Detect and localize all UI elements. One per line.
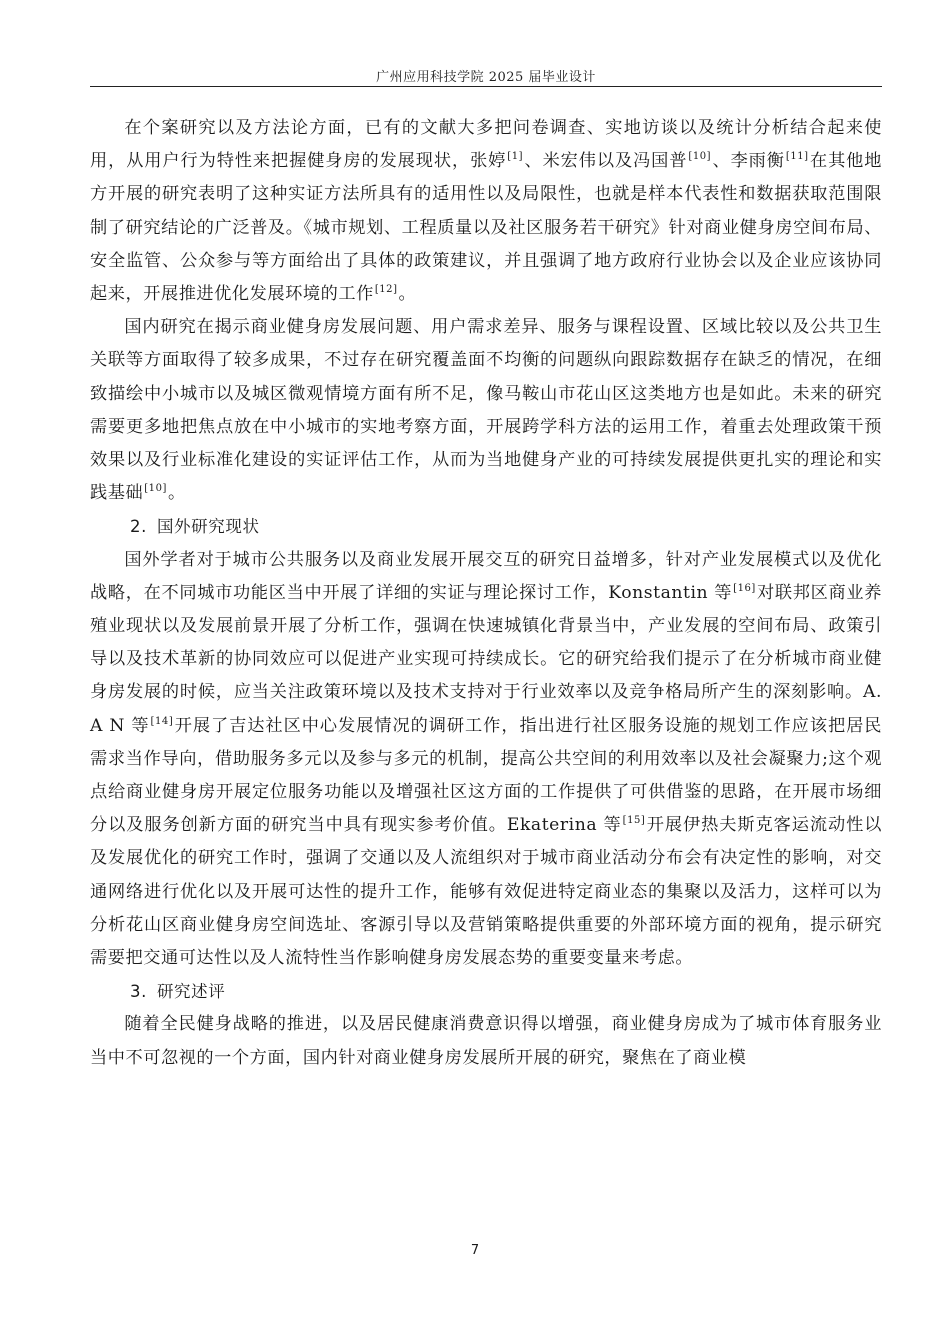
paragraph-text: 开展了吉达社区中心发展情况的调研工作，指出进行社区服务设施的规划工作应该把居民需求当作导向，借助服务多元以及参与多元的机制，提高公共空间的利用效率以及社会凝聚力;这个观点给商业健身房开展定位服务功能以及增强社区这方面的工作提供了可供借鉴的思路，在开展市场细分以及服务创新方面的研究当中具有现实参考价值。Ekaterina 等 <box>90 715 882 836</box>
section-number: 2. <box>130 517 147 537</box>
paragraph-foreign-research <box>90 544 882 976</box>
citation-ref: [1] <box>507 151 524 163</box>
paragraph-text: 对联邦区商业养殖业现状以及发展前景开展了分析工作，强调在快速城镇化背景当中，产业发展的空间布局、政策引导以及技术革新的协同效应可以促进产业实现可持续成长。它的研究给我们提示了在分析城市商业健身房发展的时候，应当关注政策环境以及技术支持对于行业效率以及竞争格局所产生的深刻影响。A. A N 等 <box>90 582 882 736</box>
paragraph-text: 、李雨衡 <box>712 151 785 172</box>
paragraph-text: 在其他地方开展的研究表明了这种实证方法所具有的适用性以及局限性，也就是样本代表性和数据获取范围限制了研究结论的广泛普及。《城市规划、工程质量以及社区服务若干研究》针对商业健身房空间布局、安全监管、公众参与等方面给出了具体的政策建议，并且强调了地方政府行业协会以及企业应该协同起来，开展推进优化发展环境的工作 <box>90 151 883 305</box>
paragraph-research-review <box>90 1008 882 1074</box>
paragraph-text: 。 <box>167 483 186 504</box>
citation-ref: [11] <box>785 151 809 163</box>
page-number: 7 <box>470 1243 480 1258</box>
paragraph-text: 国外学者对于城市公共服务以及商业发展开展交互的研究日益增多，针对产业发展模式以及优化战略，在不同城市功能区当中开展了详细的实证与理论探讨工作，Konstantin 等 <box>90 549 882 603</box>
citation-ref: [14] <box>150 715 174 727</box>
paragraph-text: 、米宏伟以及冯国普 <box>524 151 688 172</box>
citation-ref: [16] <box>733 582 756 594</box>
section-title: 研究述评 <box>156 982 226 1002</box>
paragraph-text: 国内研究在揭示商业健身房发展问题、用户需求差异、服务与课程设置、区域比较以及公共卫生关联等方面取得了较多成果，不过存在研究覆盖面不均衡的问题纵向跟踪数据存在缺乏的情况，在细致描绘中小城市以及城区微观情境方面有所不足，像马鞍山市花山区这类地方也是如此。未来的研究需要更多地把焦点放在中小城市的实地考察方面，开展跨学科方法的运用工作，着重去处理政策干预效果以及行业标准化建设的实证评估工作，从而为当地健身产业的可持续发展提供更扎实的理论和实践基础 <box>90 317 882 504</box>
citation-ref: [12] <box>374 284 398 296</box>
page-body <box>90 112 882 1075</box>
section-heading-research-review <box>90 975 882 1008</box>
section-heading-foreign-research <box>90 510 882 543</box>
section-number: 3. <box>130 982 147 1002</box>
citation-ref: [10] <box>144 483 167 495</box>
citation-ref: [10] <box>688 151 712 163</box>
paragraph-domestic-summary <box>90 311 882 510</box>
paragraph-text: 。 <box>398 284 417 305</box>
paragraph-case-study-methods <box>90 112 882 311</box>
citation-ref: [15] <box>622 815 646 827</box>
header-divider <box>90 86 882 87</box>
section-title: 国外研究现状 <box>156 517 260 537</box>
paragraph-text: 随着全民健身战略的推进，以及居民健康消费意识得以增强，商业健身房成为了城市体育服务业当中不可忽视的一个方面，国内针对商业健身房发展所开展的研究，聚焦在了商业模 <box>90 1014 882 1068</box>
paragraph-text: 在个案研究以及方法论方面，已有的文献大多把问卷调查、实地访谈以及统计分析结合起来使用，从用户行为特性来把握健身房的发展现状，张婷 <box>90 118 882 172</box>
page-header: 广州应用科技学院 2025 届毕业设计 <box>376 70 596 85</box>
paragraph-text: 开展伊热夫斯克客运流动性以及发展优化的研究工作时，强调了交通以及人流组织对于城市商业活动分布会有决定性的影响，对交通网络进行优化以及开展可达性的提升工作，能够有效促进特定商业态的集聚以及活力，这样可以为分析花山区商业健身房空间选址、客源引导以及营销策略提供重要的外部环境方面的视角，提示研究需要把交通可达性以及人流特性当作影响健身房发展态势的重要变量来考虑。 <box>90 815 883 969</box>
